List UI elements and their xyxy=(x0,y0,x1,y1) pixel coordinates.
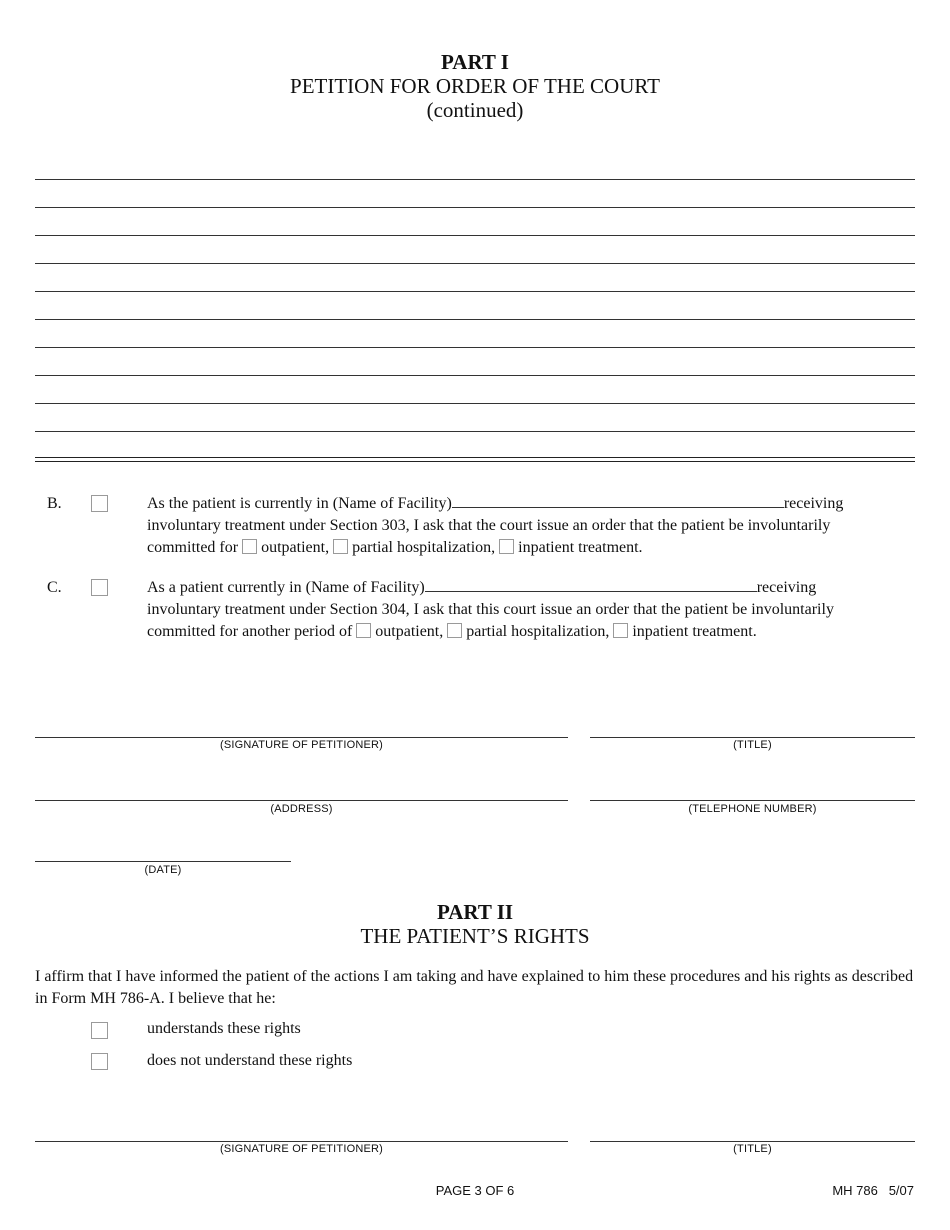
understands-checkbox[interactable] xyxy=(91,1022,108,1039)
writing-line[interactable] xyxy=(35,291,915,292)
date-line[interactable] xyxy=(35,861,291,862)
title-caption: (TITLE) xyxy=(733,739,772,751)
affirmation-text: I affirm that I have informed the patient of the actions I am taking and have explained to him these procedures and his rights as described in Form MH 786-A. I believe that he: xyxy=(35,968,914,1007)
section-c-line1: As a patient currently in (Name of Facility) xyxy=(147,579,425,596)
address-caption: (ADDRESS) xyxy=(270,803,333,815)
section-c-line3: committed for another period of xyxy=(147,623,353,640)
writing-line[interactable] xyxy=(35,319,915,320)
part2-subtitle: THE PATIENT’S RIGHTS xyxy=(360,924,590,948)
section-b-line2: involuntary treatment under Section 303, I ask that the court issue an order that the patient be involuntarily xyxy=(147,517,831,534)
section-b-line1: As the patient is currently in (Name of Facility) xyxy=(147,495,452,512)
part1-title: PART I xyxy=(441,50,509,74)
section-c-letter: C. xyxy=(47,579,62,596)
section-b-partial-checkbox[interactable] xyxy=(333,539,348,554)
title-line[interactable] xyxy=(590,737,915,738)
signature-line[interactable] xyxy=(35,737,568,738)
section-b-letter: B. xyxy=(47,495,62,512)
signature-caption-2: (SIGNATURE OF PETITIONER) xyxy=(219,1143,384,1155)
understands-label: understands these rights xyxy=(147,1020,301,1037)
part1-heading xyxy=(0,50,950,122)
section-c-inpatient-checkbox[interactable] xyxy=(613,623,628,638)
date-caption: (DATE) xyxy=(144,864,182,876)
section-c-text xyxy=(147,577,907,643)
section-c-partial-checkbox[interactable] xyxy=(447,623,462,638)
section-c-inpatient-label: inpatient treatment. xyxy=(632,623,757,640)
part1-subtitle: PETITION FOR ORDER OF THE COURT xyxy=(290,74,660,98)
section-b-outpatient-label: outpatient, xyxy=(261,539,330,556)
signature-caption: (SIGNATURE OF PETITIONER) xyxy=(219,739,384,751)
section-c-outpatient-checkbox[interactable] xyxy=(356,623,371,638)
writing-line[interactable] xyxy=(35,263,915,264)
section-b-inpatient-checkbox[interactable] xyxy=(499,539,514,554)
writing-line[interactable] xyxy=(35,375,915,376)
writing-line[interactable] xyxy=(35,235,915,236)
section-b-checkbox[interactable] xyxy=(91,495,108,512)
telephone-line[interactable] xyxy=(590,800,915,801)
section-b-receiving: receiving xyxy=(783,495,844,512)
part2-heading xyxy=(0,900,950,948)
telephone-caption: (TELEPHONE NUMBER) xyxy=(688,803,817,815)
address-line[interactable] xyxy=(35,800,568,801)
section-c-facility-field[interactable] xyxy=(425,577,757,592)
section-b-line3: committed for xyxy=(147,539,239,556)
not-understands-label: does not understand these rights xyxy=(147,1052,353,1069)
section-c-outpatient-label: outpatient, xyxy=(375,623,444,640)
writing-line[interactable] xyxy=(35,431,915,432)
section-b-text xyxy=(147,493,907,559)
writing-line[interactable] xyxy=(35,207,915,208)
section-c-checkbox[interactable] xyxy=(91,579,108,596)
section-b-partial-label: partial hospitalization, xyxy=(352,539,496,556)
section-b-inpatient-label: inpatient treatment. xyxy=(518,539,643,556)
not-understands-checkbox[interactable] xyxy=(91,1053,108,1070)
page-number: PAGE 3 OF 6 xyxy=(435,1183,515,1198)
title-caption-2: (TITLE) xyxy=(733,1143,772,1155)
signature-line-2[interactable] xyxy=(35,1141,568,1142)
part2-title: PART II xyxy=(436,900,514,924)
section-c-partial-label: partial hospitalization, xyxy=(466,623,610,640)
writing-line[interactable] xyxy=(35,347,915,348)
writing-line[interactable] xyxy=(35,403,915,404)
section-b-facility-field[interactable] xyxy=(452,493,784,508)
section-b-outpatient-checkbox[interactable] xyxy=(242,539,257,554)
double-divider xyxy=(35,457,915,462)
form-number: MH 786 5/07 xyxy=(832,1183,914,1198)
section-c-receiving: receiving xyxy=(756,579,817,596)
title-line-2[interactable] xyxy=(590,1141,915,1142)
section-c-line2: involuntary treatment under Section 304, I ask that this court issue an order that the patient be involuntarily xyxy=(147,601,834,618)
part1-continued: (continued) xyxy=(426,98,524,122)
writing-line[interactable] xyxy=(35,179,915,180)
